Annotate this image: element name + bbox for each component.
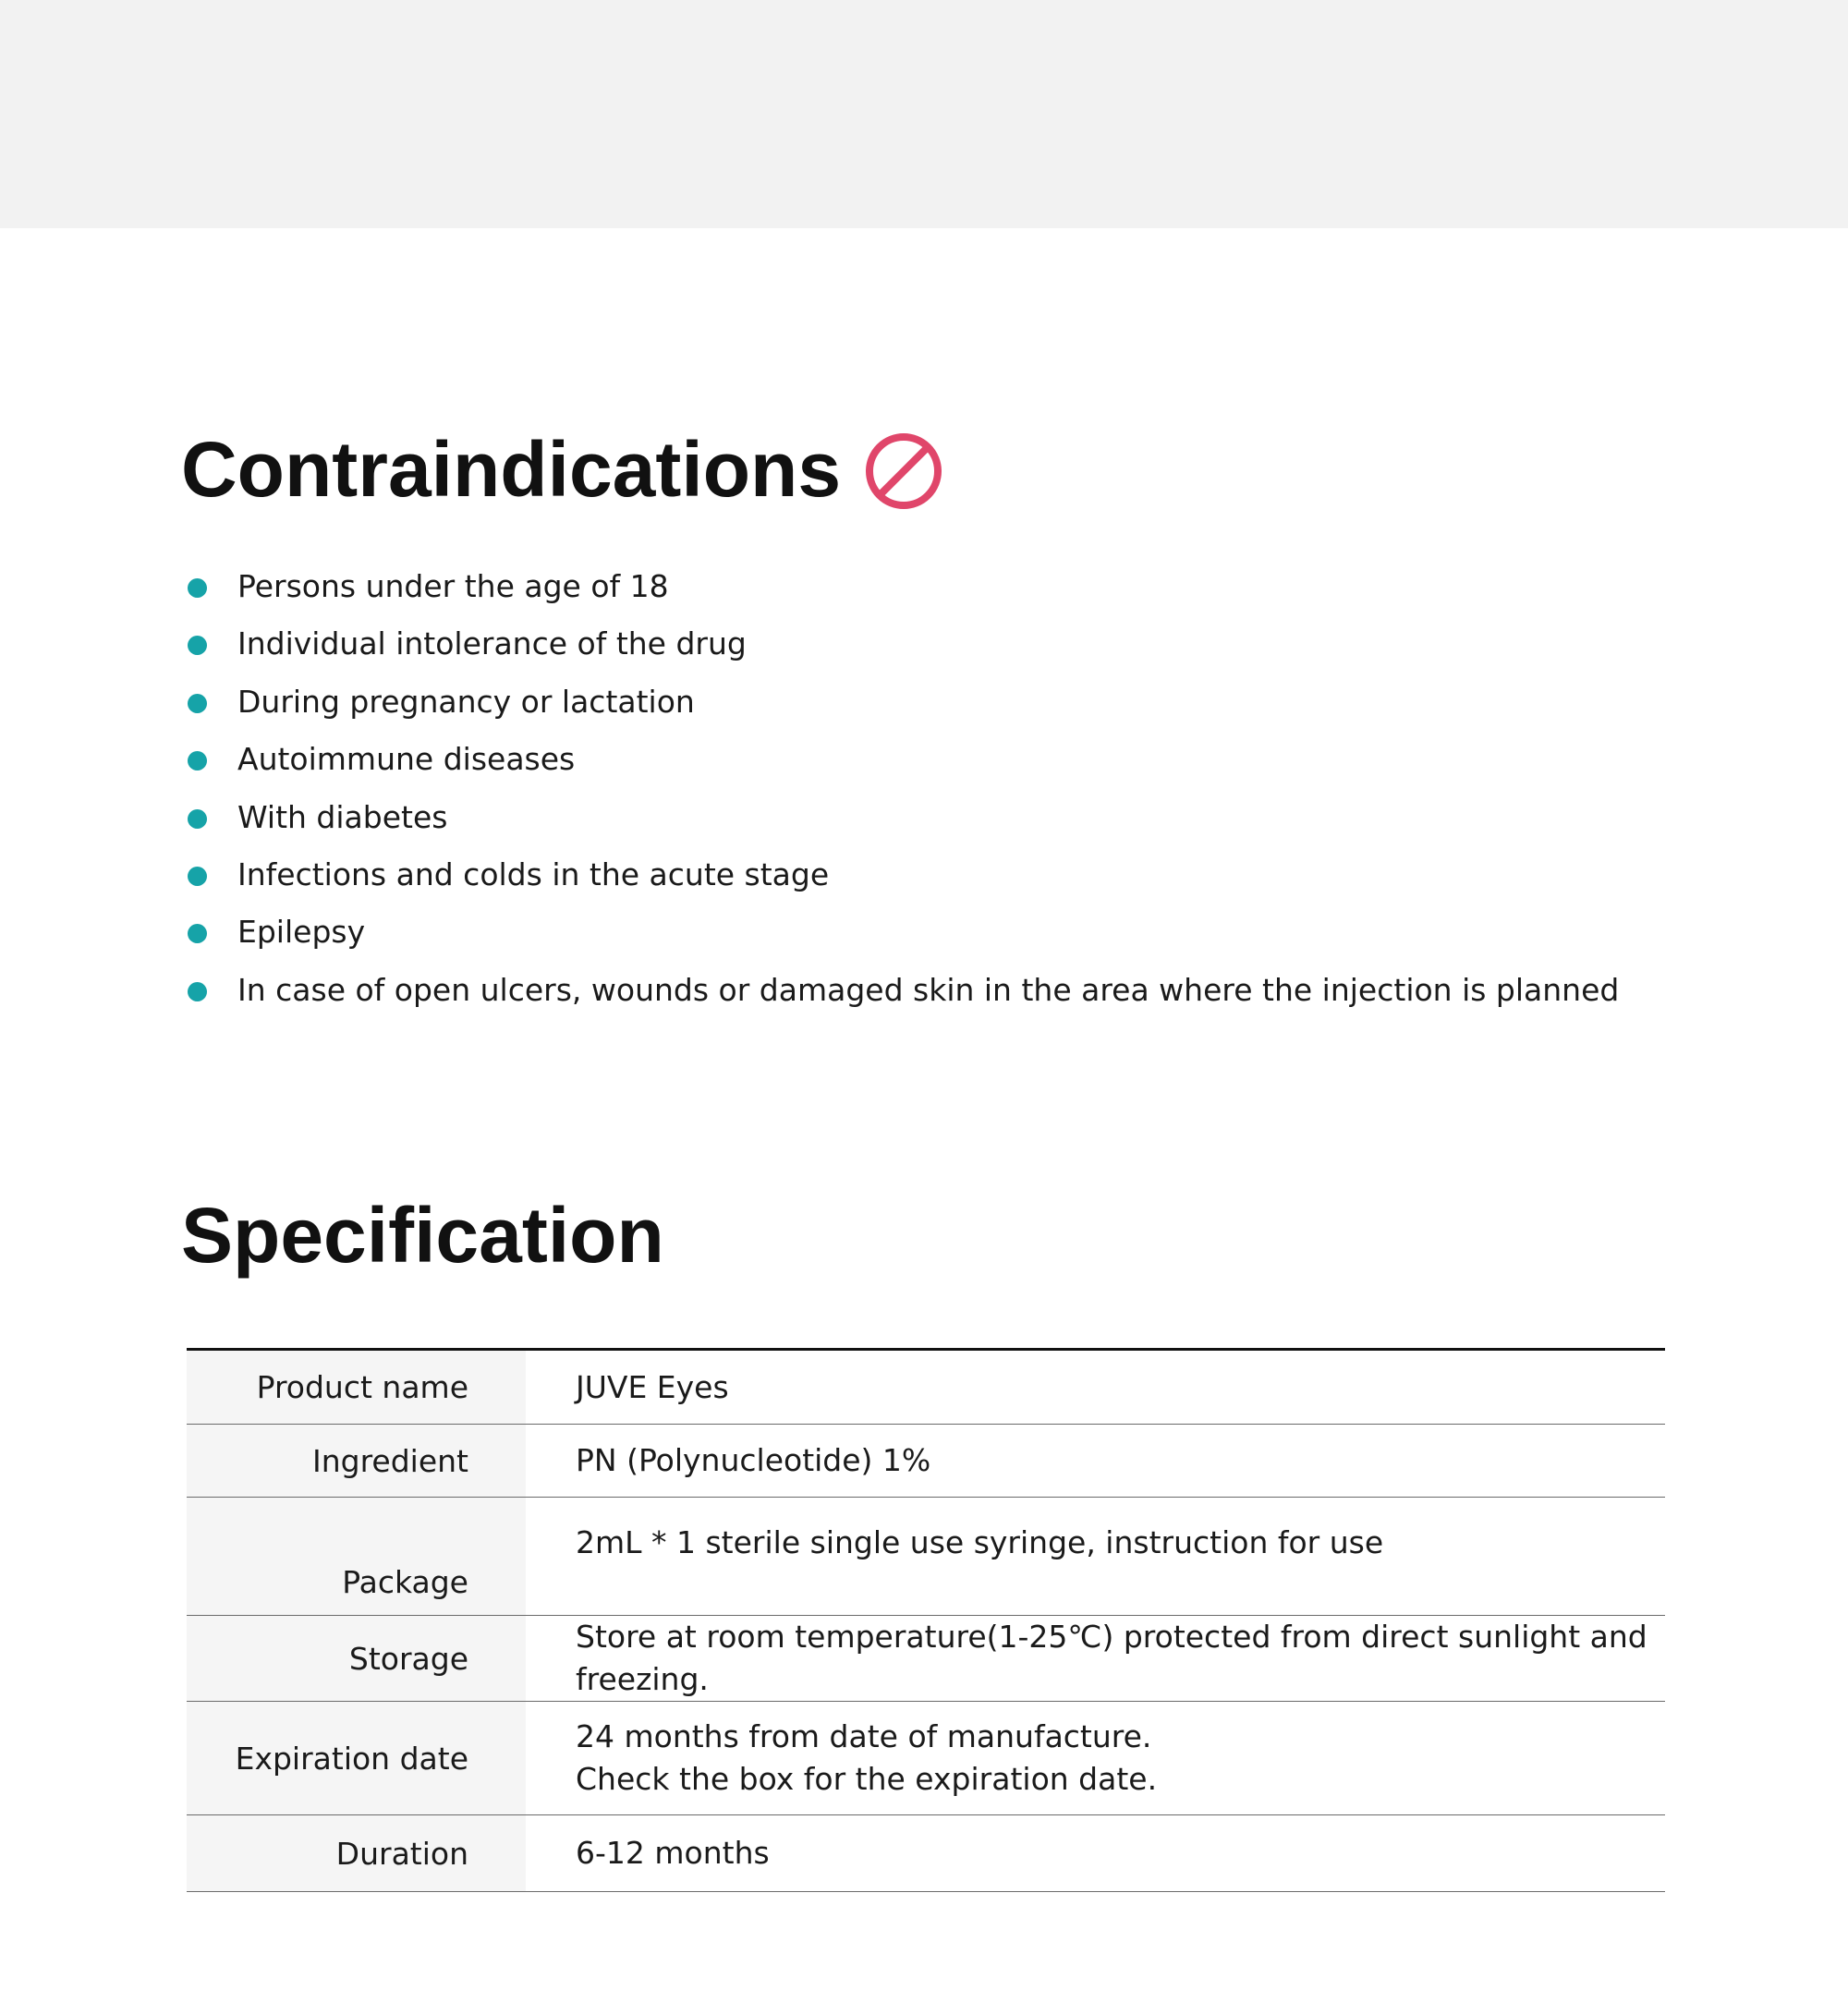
list-item [185,615,1619,673]
list-item-text: Autoimmune diseases [237,741,576,778]
bullet-dot-icon [188,982,207,1001]
list-item-text: In case of open ulcers, wounds or damaged skin in the area where the injection is planned [237,971,1620,1008]
row-label: Storage [187,1616,526,1702]
row-value [526,1425,1665,1498]
bullet-dot-icon [188,867,207,886]
list-item [185,731,1619,788]
specification-table [187,1348,1665,1892]
bullet-dot-icon [188,751,207,771]
row-value [526,1350,1665,1425]
bullet-dot-icon [188,809,207,829]
row-label: Package [187,1498,526,1616]
bullet-dot-icon [188,636,207,655]
contraindications-title: Contraindications [181,426,842,513]
row-value-line: 2mL * 1 sterile single use syringe, instruction for use [576,1524,1384,1560]
list-item [185,558,1619,615]
table-row [187,1616,1665,1702]
row-value-line: 6-12 months [576,1835,770,1871]
row-label: Product name [187,1350,526,1425]
list-item [185,846,1619,904]
contraindications-list [185,558,1619,1019]
list-item [185,789,1619,846]
list-item-text: During pregnancy or lactation [237,683,695,720]
row-value [526,1498,1665,1616]
row-label: Expiration date [187,1702,526,1815]
header-band [0,0,1848,228]
row-label: Duration [187,1815,526,1892]
row-value-line: Store at room temperature(1-25℃) protected from direct sunlight and freezing. [576,1619,1647,1697]
list-item-text: Individual intolerance of the drug [237,625,747,662]
row-value-line: Check the box for the expiration date. [576,1761,1158,1797]
row-value-line: JUVE Eyes [576,1368,729,1405]
table-row [187,1702,1665,1815]
table-row [187,1350,1665,1425]
forbidden-icon [865,432,942,510]
bullet-dot-icon [188,694,207,713]
list-item [185,904,1619,961]
row-value [526,1702,1665,1815]
list-item-text: With diabetes [237,798,448,835]
row-value [526,1616,1665,1702]
specification-title: Specification [181,1192,664,1279]
list-item-text: Epilepsy [237,914,366,951]
row-value-line: 24 months from date of manufacture. [576,1718,1152,1754]
list-item [185,673,1619,731]
table-row [187,1498,1665,1616]
row-label: Ingredient [187,1425,526,1498]
bullet-dot-icon [188,578,207,598]
list-item [185,962,1619,1019]
row-value-line: PN (Polynucleotide) 1% [576,1442,931,1478]
table-row [187,1815,1665,1892]
row-value [526,1815,1665,1892]
list-item-text: Infections and colds in the acute stage [237,855,830,892]
bullet-dot-icon [188,924,207,943]
table-row [187,1425,1665,1498]
list-item-text: Persons under the age of 18 [237,568,669,604]
